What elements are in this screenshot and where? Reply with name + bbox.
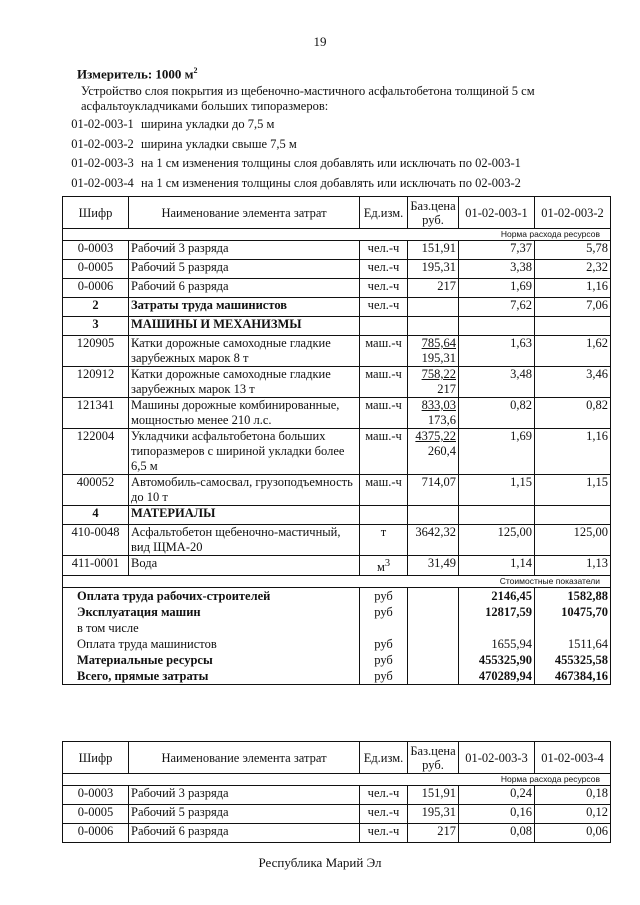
summary-value-2: 1582,88	[535, 588, 611, 605]
unit-text: чел.-ч	[367, 260, 400, 274]
cell-unit	[360, 429, 408, 475]
empty-cell	[360, 506, 408, 525]
table-row	[63, 279, 611, 298]
cell-name: Затраты труда машинистов	[129, 298, 360, 317]
operators-row	[63, 298, 611, 317]
empty-cell	[408, 317, 459, 336]
cell-name: Рабочий 6 разряда	[129, 279, 360, 298]
item-text: ширина укладки свыше 7,5 м	[141, 136, 297, 151]
summary-value-1: 2146,45	[459, 588, 535, 605]
cell-unit	[360, 298, 408, 317]
cell-value-2: 125,00	[535, 525, 611, 556]
price-main: 31,49	[427, 556, 456, 570]
code-list-item	[64, 175, 521, 195]
resource-table-1	[62, 196, 611, 685]
summary-name: Оплата труда рабочих-строителей	[63, 588, 360, 605]
unit-text: маш.-ч	[365, 336, 402, 350]
norm-label: Норма расхода ресурсов	[63, 229, 611, 241]
item-text: на 1 см изменения толщины слоя добавлять или исключать по 02-003-2	[141, 175, 521, 190]
header-code: Шифр	[63, 197, 129, 229]
table-row	[63, 241, 611, 260]
empty-cell	[408, 620, 459, 636]
summary-value-2: 455325,58	[535, 652, 611, 668]
summary-row	[63, 588, 611, 605]
unit-text: чел.-ч	[367, 279, 400, 293]
cell-value-2: 5,78	[535, 241, 611, 260]
unit-text: чел.-ч	[367, 805, 400, 819]
cell-price	[408, 429, 459, 475]
summary-row	[63, 652, 611, 668]
empty-cell	[408, 604, 459, 620]
cell-code: 400052	[63, 475, 129, 506]
price-main: 151,91	[421, 241, 456, 255]
cell-unit	[360, 336, 408, 367]
summary-value-2: 10475,70	[535, 604, 611, 620]
summary-unit: руб	[360, 668, 408, 685]
header-name: Наименование элемента затрат	[129, 742, 360, 774]
summary-unit: руб	[360, 604, 408, 620]
header-code: Шифр	[63, 742, 129, 774]
cell-code: 0-0005	[63, 805, 129, 824]
header-unit: Ед.изм.	[360, 197, 408, 229]
unit-text: маш.-ч	[365, 429, 402, 443]
cell-price	[408, 824, 459, 843]
cell-value-1: 0,82	[459, 398, 535, 429]
cell-value-1: 1,63	[459, 336, 535, 367]
item-code: 01-02-003-3	[71, 156, 134, 170]
summary-name: в том числе	[63, 620, 360, 636]
footer-region: Республика Марий Эл	[258, 855, 382, 870]
meter-heading: Измеритель: 1000 $м^2$	[77, 66, 198, 82]
price-main: 4375,22	[415, 429, 456, 443]
section-number: 4	[63, 506, 129, 525]
unit-text: маш.-ч	[365, 367, 402, 381]
summary-row	[63, 620, 611, 636]
price-main: 833,03	[421, 398, 456, 412]
summary-unit: руб	[360, 636, 408, 652]
cell-unit	[360, 556, 408, 576]
table-row	[63, 786, 611, 805]
cell-value-2: 7,06	[535, 298, 611, 317]
table-row	[63, 398, 611, 429]
cell-value-2: 1,16	[535, 279, 611, 298]
cell-code: 120905	[63, 336, 129, 367]
price-main: 195,31	[421, 805, 456, 819]
norm-label: Стоимостные показатели	[63, 576, 611, 588]
cell-unit	[360, 260, 408, 279]
cell-code: 122004	[63, 429, 129, 475]
item-text: на 1 см изменения толщины слоя добавлять или исключать по 02-003-1	[141, 156, 521, 170]
resource-table-2	[62, 741, 611, 843]
cell-value-2: 0,12	[535, 805, 611, 824]
price-main: 195,31	[421, 260, 456, 274]
table-row	[63, 429, 611, 475]
summary-value-1: 12817,59	[459, 604, 535, 620]
header-col2: 01-02-003-2	[535, 197, 611, 229]
cell-unit	[360, 398, 408, 429]
cell-price	[408, 525, 459, 556]
cell-value-2: 0,82	[535, 398, 611, 429]
section-row	[63, 506, 611, 525]
cell-value-1: 7,62	[459, 298, 535, 317]
cell-name: Укладчики асфальтобетона больших типоразмеров с шириной укладки более 6,5 м	[129, 429, 360, 475]
summary-value-2: 1511,64	[535, 636, 611, 652]
cell-value-2: 1,15	[535, 475, 611, 506]
unit-text: чел.-ч	[367, 786, 400, 800]
code-list-item	[64, 136, 521, 156]
cell-value-1: 1,69	[459, 279, 535, 298]
table-row	[63, 336, 611, 367]
summary-name: Эксплуатация машин	[63, 604, 360, 620]
unit-text: чел.-ч	[367, 241, 400, 255]
unit-text: чел.-ч	[367, 298, 400, 312]
cell-name: Катки дорожные самоходные гладкие зарубежных марок 8 т	[129, 336, 360, 367]
empty-cell	[459, 506, 535, 525]
section-row	[63, 317, 611, 336]
norm-label: Норма расхода ресурсов	[63, 774, 611, 786]
price-main: 758,22	[421, 367, 456, 381]
table-row	[63, 525, 611, 556]
cell-value-1: 0,16	[459, 805, 535, 824]
cell-code: 120912	[63, 367, 129, 398]
summary-name: Всего, прямые затраты	[63, 668, 360, 685]
cell-price	[408, 786, 459, 805]
price-secondary: 260,4	[427, 444, 456, 458]
cell-unit	[360, 367, 408, 398]
header-unit: Ед.изм.	[360, 742, 408, 774]
norm-label-row	[63, 774, 611, 786]
item-code: 01-02-003-4	[71, 175, 134, 190]
unit-sup: 3	[384, 558, 391, 569]
cell-value-1: 1,14	[459, 556, 535, 576]
price-main: 151,91	[421, 786, 456, 800]
price-main: 785,64	[421, 336, 456, 350]
norm-label-row	[63, 576, 611, 588]
item-code: 01-02-003-1	[71, 117, 134, 131]
summary-name: Оплата труда машинистов	[63, 636, 360, 652]
unit-text: маш.-ч	[365, 475, 402, 489]
summary-unit	[360, 620, 408, 636]
cell-code: 2	[63, 298, 129, 317]
summary-unit: руб	[360, 588, 408, 605]
cell-name: Вода	[129, 556, 360, 576]
price-secondary: 217	[437, 382, 456, 396]
item-text: ширина укладки до 7,5 м	[141, 117, 275, 131]
summary-row	[63, 604, 611, 620]
cell-price	[408, 260, 459, 279]
header-price: Баз.цена руб.	[408, 742, 459, 774]
cell-value-1: 0,08	[459, 824, 535, 843]
price-main: 217	[437, 279, 456, 293]
unit-text: маш.-ч	[365, 398, 402, 412]
price-main: 217	[437, 824, 456, 838]
cell-price	[408, 475, 459, 506]
item-code: 01-02-003-2	[71, 136, 134, 151]
price-main: 3642,32	[415, 525, 456, 539]
cell-value-1: 1,69	[459, 429, 535, 475]
unit-text: т	[380, 525, 387, 539]
cell-code: 410-0048	[63, 525, 129, 556]
empty-cell	[535, 317, 611, 336]
page-number: 19	[313, 34, 327, 49]
cell-value-2: 2,32	[535, 260, 611, 279]
section-title: МАТЕРИАЛЫ	[129, 506, 360, 525]
cell-unit	[360, 824, 408, 843]
cell-name: Асфальтобетон щебеночно-мастичный, вид ЩМА-20	[129, 525, 360, 556]
summary-row	[63, 668, 611, 685]
cell-value-2: 1,13	[535, 556, 611, 576]
cell-value-1: 0,24	[459, 786, 535, 805]
cell-code: 0-0005	[63, 260, 129, 279]
empty-cell	[408, 636, 459, 652]
cell-value-2: 3,46	[535, 367, 611, 398]
code-list	[64, 116, 521, 194]
description: Устройство слоя покрытия из щебеночно-мастичного асфальтобетона толщиной 5 см асфальтоукладчиками больших типоразмеров:	[81, 84, 535, 113]
empty-cell	[408, 652, 459, 668]
section-title: МАШИНЫ И МЕХАНИЗМЫ	[129, 317, 360, 336]
cell-code: 0-0003	[63, 241, 129, 260]
table-row	[63, 805, 611, 824]
header-col1: 01-02-003-3	[459, 742, 535, 774]
cell-name: Рабочий 6 разряда	[129, 824, 360, 843]
empty-cell	[459, 317, 535, 336]
norm-label-row	[63, 229, 611, 241]
cell-price	[408, 398, 459, 429]
cell-unit	[360, 279, 408, 298]
summary-row	[63, 636, 611, 652]
header-name: Наименование элемента затрат	[129, 197, 360, 229]
price-secondary: 195,31	[421, 351, 456, 365]
summary-value-1: 1655,94	[459, 636, 535, 652]
cell-name: Рабочий 5 разряда	[129, 260, 360, 279]
cell-value-1: 1,15	[459, 475, 535, 506]
cell-price	[408, 556, 459, 576]
section-number: 3	[63, 317, 129, 336]
cell-unit	[360, 241, 408, 260]
cell-value-2: 1,62	[535, 336, 611, 367]
empty-cell	[408, 588, 459, 605]
cell-value-1: 7,37	[459, 241, 535, 260]
unit-text: м	[376, 560, 385, 575]
summary-value-1	[459, 620, 535, 636]
cell-name: Рабочий 3 разряда	[129, 241, 360, 260]
table-row	[63, 824, 611, 843]
cell-name: Катки дорожные самоходные гладкие зарубежных марок 13 т	[129, 367, 360, 398]
code-list-item	[64, 116, 521, 136]
price-secondary: 173,6	[427, 413, 456, 427]
cell-name: Рабочий 3 разряда	[129, 786, 360, 805]
cell-value-1: 3,48	[459, 367, 535, 398]
empty-cell	[360, 317, 408, 336]
table-row	[63, 475, 611, 506]
cell-value-2: 0,18	[535, 786, 611, 805]
summary-value-1: 470289,94	[459, 668, 535, 685]
cell-value-1: 125,00	[459, 525, 535, 556]
summary-value-2	[535, 620, 611, 636]
header-col2: 01-02-003-4	[535, 742, 611, 774]
cell-price	[408, 298, 459, 317]
header-col1: 01-02-003-1	[459, 197, 535, 229]
cell-value-1: 3,38	[459, 260, 535, 279]
cell-price	[408, 336, 459, 367]
cell-name: Машины дорожные комбинированные, мощностью менее 210 л.с.	[129, 398, 360, 429]
cell-code: 0-0003	[63, 786, 129, 805]
cell-code: 411-0001	[63, 556, 129, 576]
price-main: 714,07	[421, 475, 456, 489]
summary-unit: руб	[360, 652, 408, 668]
empty-cell	[535, 506, 611, 525]
cell-unit	[360, 805, 408, 824]
empty-cell	[408, 506, 459, 525]
summary-name: Материальные ресурсы	[63, 652, 360, 668]
table-row	[63, 556, 611, 576]
header-price: Баз.цена руб.	[408, 197, 459, 229]
cell-unit	[360, 475, 408, 506]
cell-unit	[360, 525, 408, 556]
cell-price	[408, 805, 459, 824]
cell-code: 121341	[63, 398, 129, 429]
summary-value-2: 467384,16	[535, 668, 611, 685]
cell-price	[408, 279, 459, 298]
unit-text: чел.-ч	[367, 824, 400, 838]
cell-name: Рабочий 5 разряда	[129, 805, 360, 824]
cell-code: 0-0006	[63, 824, 129, 843]
cell-code: 0-0006	[63, 279, 129, 298]
summary-value-1: 455325,90	[459, 652, 535, 668]
cell-price	[408, 367, 459, 398]
cell-value-2: 1,16	[535, 429, 611, 475]
table-row	[63, 260, 611, 279]
cell-price	[408, 241, 459, 260]
empty-cell	[408, 668, 459, 685]
cell-value-2: 0,06	[535, 824, 611, 843]
cell-unit	[360, 786, 408, 805]
cell-name: Автомобиль-самосвал, грузоподъемность до 10 т	[129, 475, 360, 506]
code-list-item	[64, 155, 521, 175]
table-row	[63, 367, 611, 398]
